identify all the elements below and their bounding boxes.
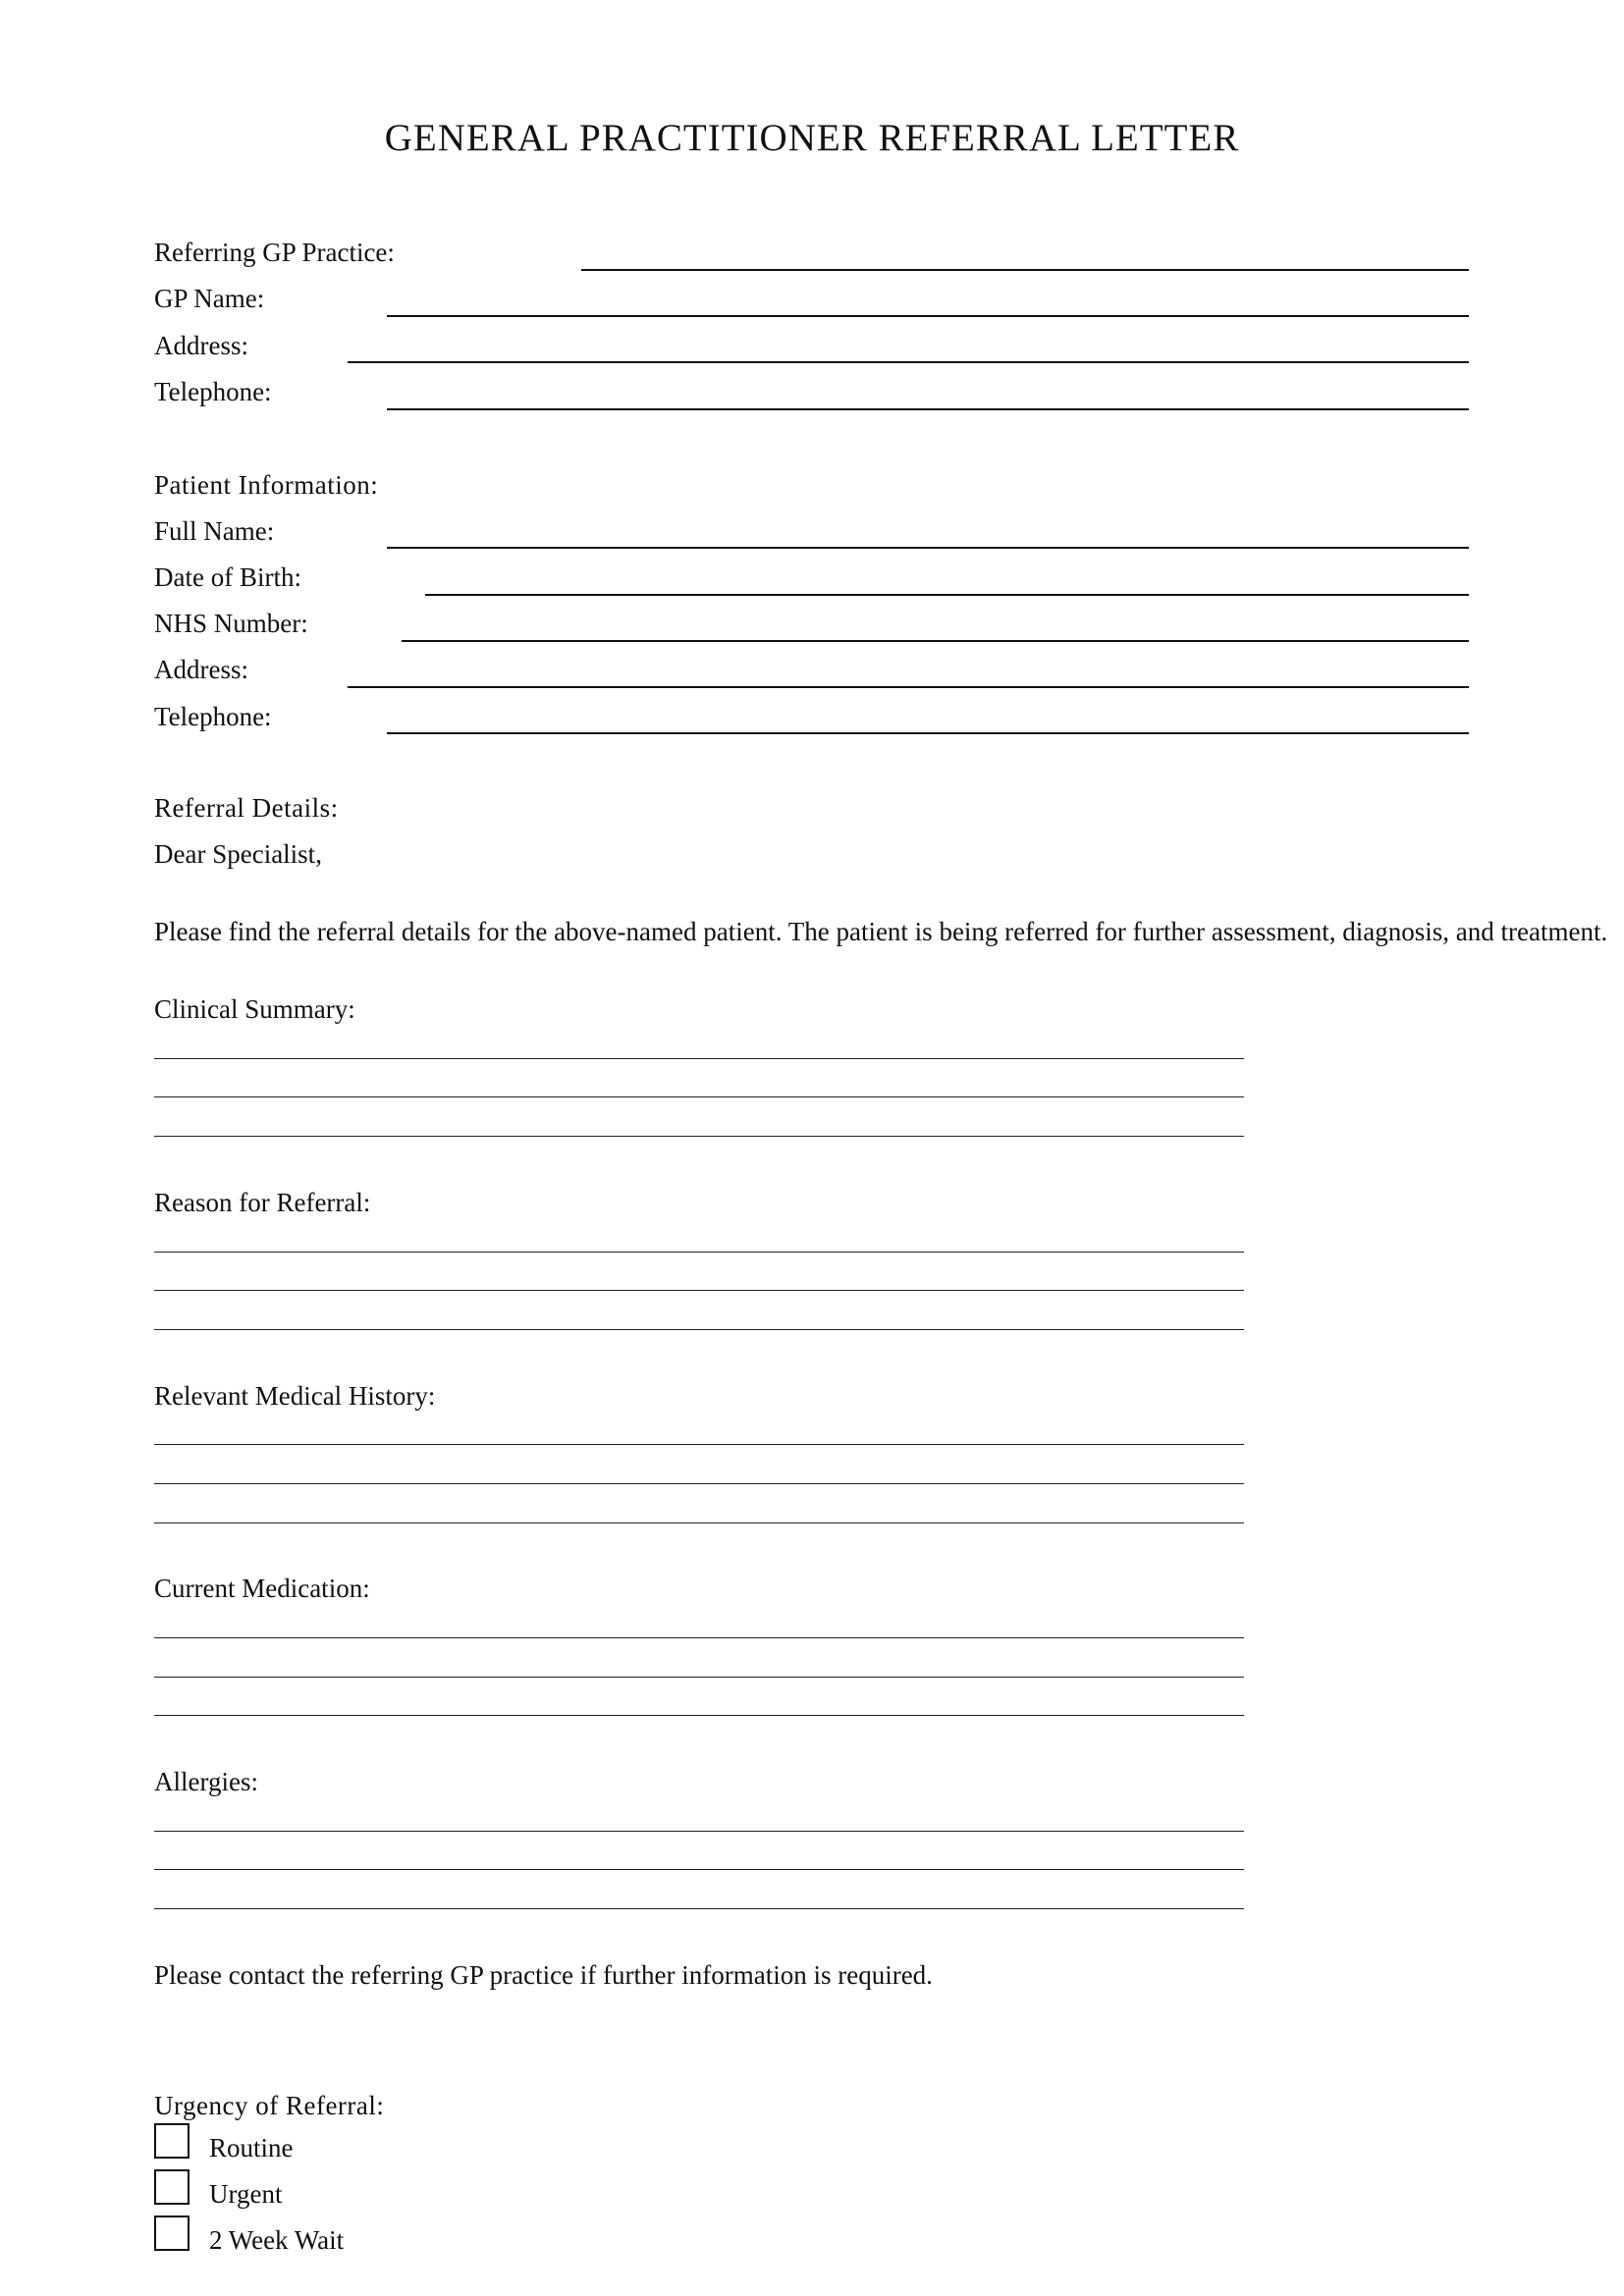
clinical-summary-label: Clinical Summary: bbox=[154, 994, 355, 1024]
reason-line-2[interactable] bbox=[154, 1290, 1244, 1291]
patient-nhs-label: NHS Number: bbox=[154, 609, 308, 638]
clinical-summary-line-3[interactable] bbox=[154, 1136, 1244, 1137]
gp-address-label: Address: bbox=[154, 331, 248, 360]
gp-name-field[interactable] bbox=[387, 315, 1469, 317]
referral-details-heading: Referral Details: bbox=[154, 793, 339, 823]
medication-line-1[interactable] bbox=[154, 1637, 1244, 1638]
patient-telephone-label: Telephone: bbox=[154, 702, 272, 731]
patient-dob-field[interactable] bbox=[425, 594, 1469, 596]
salutation: Dear Specialist, bbox=[154, 839, 322, 869]
history-line-1[interactable] bbox=[154, 1444, 1244, 1445]
current-medication-label: Current Medication: bbox=[154, 1574, 370, 1603]
urgency-heading: Urgency of Referral: bbox=[154, 2091, 385, 2120]
urgency-option-urgent[interactable] bbox=[154, 2169, 547, 2209]
two-week-wait-checkbox[interactable] bbox=[154, 2216, 189, 2251]
clinical-summary-line-1[interactable] bbox=[154, 1058, 1244, 1059]
allergies-label: Allergies: bbox=[154, 1767, 258, 1796]
urgent-checkbox[interactable] bbox=[154, 2169, 189, 2205]
allergies-line-3[interactable] bbox=[154, 1908, 1244, 1909]
routine-label: Routine bbox=[209, 2133, 294, 2163]
patient-dob-label: Date of Birth: bbox=[154, 562, 301, 592]
urgency-option-routine[interactable] bbox=[154, 2123, 547, 2163]
patient-full-name-label: Full Name: bbox=[154, 516, 275, 546]
gp-address-field[interactable] bbox=[348, 361, 1469, 363]
history-line-2[interactable] bbox=[154, 1483, 1244, 1484]
patient-telephone-field[interactable] bbox=[387, 732, 1469, 734]
gp-name-label: GP Name: bbox=[154, 284, 265, 313]
document-title: GENERAL PRACTITIONER REFERRAL LETTER bbox=[384, 117, 1240, 159]
allergies-line-2[interactable] bbox=[154, 1869, 1244, 1870]
urgency-option-2-week-wait[interactable] bbox=[154, 2216, 547, 2255]
reason-for-referral-label: Reason for Referral: bbox=[154, 1188, 371, 1217]
patient-nhs-field[interactable] bbox=[402, 640, 1469, 642]
gp-practice-label: Referring GP Practice: bbox=[154, 238, 395, 267]
clinical-summary-line-2[interactable] bbox=[154, 1096, 1244, 1097]
patient-info-heading: Patient Information: bbox=[154, 470, 379, 500]
reason-line-3[interactable] bbox=[154, 1329, 1244, 1330]
routine-checkbox[interactable] bbox=[154, 2123, 189, 2159]
history-line-3[interactable] bbox=[154, 1522, 1244, 1523]
patient-full-name-field[interactable] bbox=[387, 547, 1469, 549]
urgent-label: Urgent bbox=[209, 2179, 283, 2209]
referral-intro-paragraph: Please find the referral details for the above-named patient. The patient is being referred for further assessment, diagnosis, and treatment. bbox=[154, 917, 1608, 946]
gp-telephone-label: Telephone: bbox=[154, 377, 272, 406]
patient-address-label: Address: bbox=[154, 655, 248, 684]
medication-line-3[interactable] bbox=[154, 1715, 1244, 1716]
patient-address-field[interactable] bbox=[348, 686, 1469, 688]
medication-line-2[interactable] bbox=[154, 1677, 1244, 1678]
two-week-wait-label: 2 Week Wait bbox=[209, 2225, 345, 2255]
gp-practice-field[interactable] bbox=[581, 269, 1469, 271]
gp-telephone-field[interactable] bbox=[387, 408, 1469, 410]
reason-line-1[interactable] bbox=[154, 1252, 1244, 1253]
closing-statement: Please contact the referring GP practice if further information is required. bbox=[154, 1960, 933, 1990]
medical-history-label: Relevant Medical History: bbox=[154, 1381, 436, 1411]
allergies-line-1[interactable] bbox=[154, 1831, 1244, 1832]
